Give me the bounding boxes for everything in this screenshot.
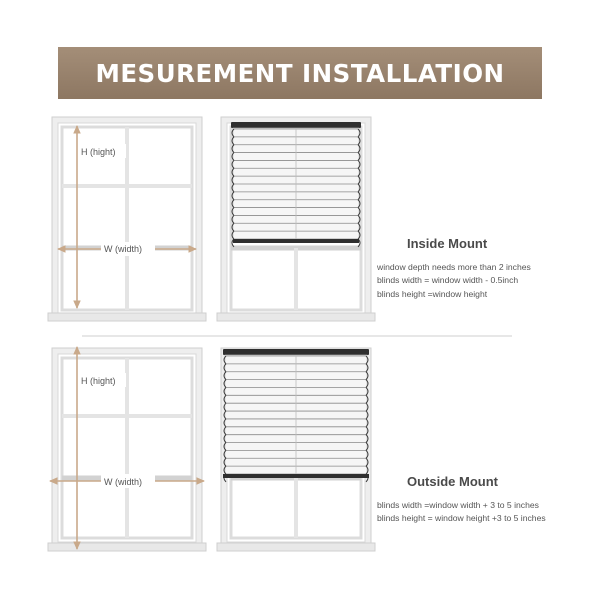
pleated-shade-inside — [231, 122, 361, 247]
banner-title: MESUREMENT INSTALLATION — [95, 58, 505, 88]
window-outside-measure — [48, 348, 206, 551]
pleated-shade-outside — [223, 349, 369, 482]
inside-mount-notes — [377, 261, 531, 301]
outside-mount-notes — [377, 499, 546, 526]
inside-mount-title: Inside Mount — [407, 236, 488, 251]
note-item: blinds width =window width + 3 to 5 inches — [377, 500, 539, 510]
note-item: blinds height =window height — [377, 288, 488, 299]
height-label: H (hight) — [81, 147, 116, 157]
note-item: blinds width = window width - 0.5inch — [377, 275, 519, 286]
width-label-outside: W (width) — [104, 477, 142, 487]
window-inside-measure — [48, 117, 206, 321]
height-label-outside: H (hight) — [81, 376, 116, 386]
width-label: W (width) — [104, 244, 142, 254]
note-item: blinds height = window height +3 to 5 inches — [377, 513, 546, 524]
outside-mount-title: Outside Mount — [407, 474, 498, 489]
note-item: window depth needs more than 2 inches — [377, 262, 531, 272]
